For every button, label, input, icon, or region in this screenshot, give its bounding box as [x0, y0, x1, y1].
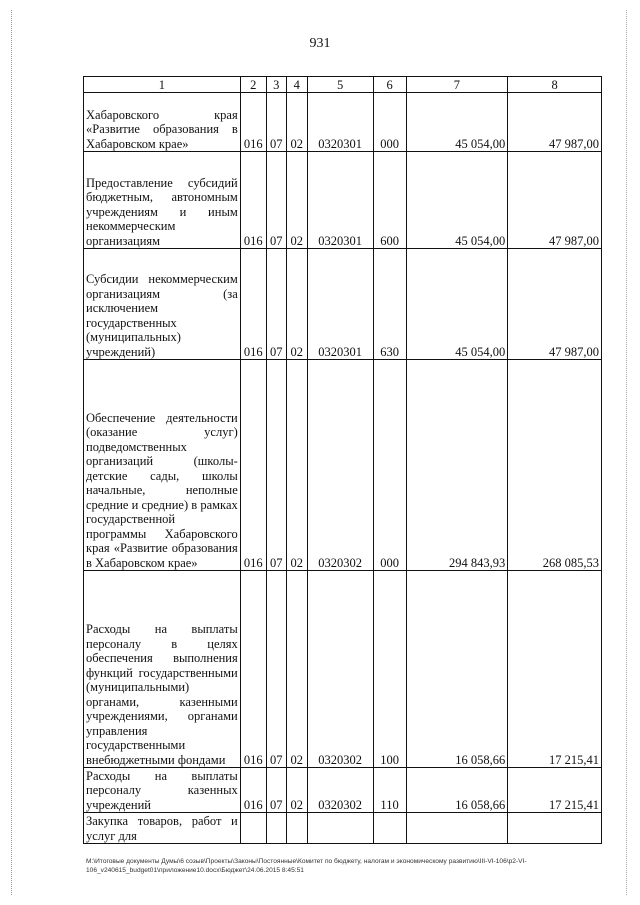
amount-year1-cell: 45 054,00	[406, 152, 508, 249]
subsection-cell: 02	[286, 93, 307, 152]
ministry-code-cell: 016	[240, 360, 266, 571]
amount-year1-cell	[406, 813, 508, 844]
ministry-code-cell	[240, 813, 266, 844]
target-article-cell: 0320302	[307, 571, 373, 768]
page-edge-left	[11, 10, 12, 895]
header-row	[84, 77, 602, 93]
row-name-cell: Хабаровского края «Развитие образования в Хабаровском крае»	[84, 93, 241, 152]
header-col-5: 5	[307, 77, 373, 93]
section-cell: 07	[266, 360, 286, 571]
amount-year2-cell	[508, 813, 602, 844]
expense-type-cell: 110	[373, 768, 406, 813]
header-col-4: 4	[286, 77, 307, 93]
amount-year2-cell: 47 987,00	[508, 93, 602, 152]
ministry-code-cell: 016	[240, 768, 266, 813]
expense-type-cell: 100	[373, 571, 406, 768]
row-name-cell: Предоставление субсидий бюджетным, автономным учреждениям и иным некоммерческим организациям	[84, 152, 241, 249]
amount-year2-cell: 17 215,41	[508, 768, 602, 813]
target-article-cell: 0320301	[307, 152, 373, 249]
ministry-code-cell: 016	[240, 93, 266, 152]
row-name-cell: Расходы на выплаты персоналу в целях обеспечения выполнения функций государственными (муниципальными) органами, казенными учреждениями, органами управления государственными внебюджетными фондами	[84, 571, 241, 768]
subsection-cell: 02	[286, 360, 307, 571]
header-col-8: 8	[508, 77, 602, 93]
target-article-cell: 0320302	[307, 360, 373, 571]
table-row	[84, 768, 602, 813]
budget-table	[83, 76, 602, 844]
section-cell: 07	[266, 93, 286, 152]
expense-type-cell: 630	[373, 249, 406, 360]
ministry-code-cell: 016	[240, 249, 266, 360]
amount-year2-cell: 47 987,00	[508, 152, 602, 249]
table-row	[84, 360, 602, 571]
subsection-cell: 02	[286, 571, 307, 768]
amount-year2-cell: 268 085,53	[508, 360, 602, 571]
table-row	[84, 813, 602, 844]
subsection-cell: 02	[286, 249, 307, 360]
section-cell: 07	[266, 152, 286, 249]
row-name-cell: Закупка товаров, работ и услуг для	[84, 813, 241, 844]
target-article-cell: 0320302	[307, 768, 373, 813]
subsection-cell: 02	[286, 768, 307, 813]
subsection-cell: 02	[286, 152, 307, 249]
header-col-7: 7	[406, 77, 508, 93]
row-name-cell: Обеспечение деятельности (оказание услуг) подведомственных организаций (школы-детские сады, школы начальные, неполные средние и средние) в рамках государственной программы Хабаровского края «Развитие образования в Хабаровском крае»	[84, 360, 241, 571]
section-cell	[266, 813, 286, 844]
subsection-cell	[286, 813, 307, 844]
expense-type-cell: 600	[373, 152, 406, 249]
section-cell: 07	[266, 768, 286, 813]
expense-type-cell	[373, 813, 406, 844]
ministry-code-cell: 016	[240, 152, 266, 249]
ministry-code-cell: 016	[240, 571, 266, 768]
amount-year1-cell: 45 054,00	[406, 249, 508, 360]
header-col-2: 2	[240, 77, 266, 93]
table-row	[84, 571, 602, 768]
amount-year1-cell: 294 843,93	[406, 360, 508, 571]
page-number: 931	[309, 36, 331, 51]
row-name-cell: Расходы на выплаты персоналу казенных учреждений	[84, 768, 241, 813]
amount-year1-cell: 45 054,00	[406, 93, 508, 152]
table-row	[84, 152, 602, 249]
section-cell: 07	[266, 249, 286, 360]
header-col-1: 1	[84, 77, 241, 93]
section-cell: 07	[266, 571, 286, 768]
header-col-3: 3	[266, 77, 286, 93]
target-article-cell	[307, 813, 373, 844]
target-article-cell: 0320301	[307, 249, 373, 360]
page-edge-right	[626, 10, 627, 895]
amount-year2-cell: 17 215,41	[508, 571, 602, 768]
footer-file-path: M:\Итоговые документы Думы\6 созыв\Проекты\Законы\Постоянные\Комитет по бюджету, налогам и экономическому развитию\III-VI-106\р2-VI-106_v240615_budget01\приложение10.docx\Бюджет\24.06.2015 8:45:51	[86, 858, 527, 874]
amount-year1-cell: 16 058,66	[406, 768, 508, 813]
amount-year1-cell: 16 058,66	[406, 571, 508, 768]
expense-type-cell: 000	[373, 360, 406, 571]
amount-year2-cell: 47 987,00	[508, 249, 602, 360]
target-article-cell: 0320301	[307, 93, 373, 152]
table-row	[84, 249, 602, 360]
header-col-6: 6	[373, 77, 406, 93]
row-name-cell: Субсидии некоммерческим организациям (за исключением государственных (муниципальных) учреждений)	[84, 249, 241, 360]
expense-type-cell: 000	[373, 93, 406, 152]
table-row	[84, 93, 602, 152]
